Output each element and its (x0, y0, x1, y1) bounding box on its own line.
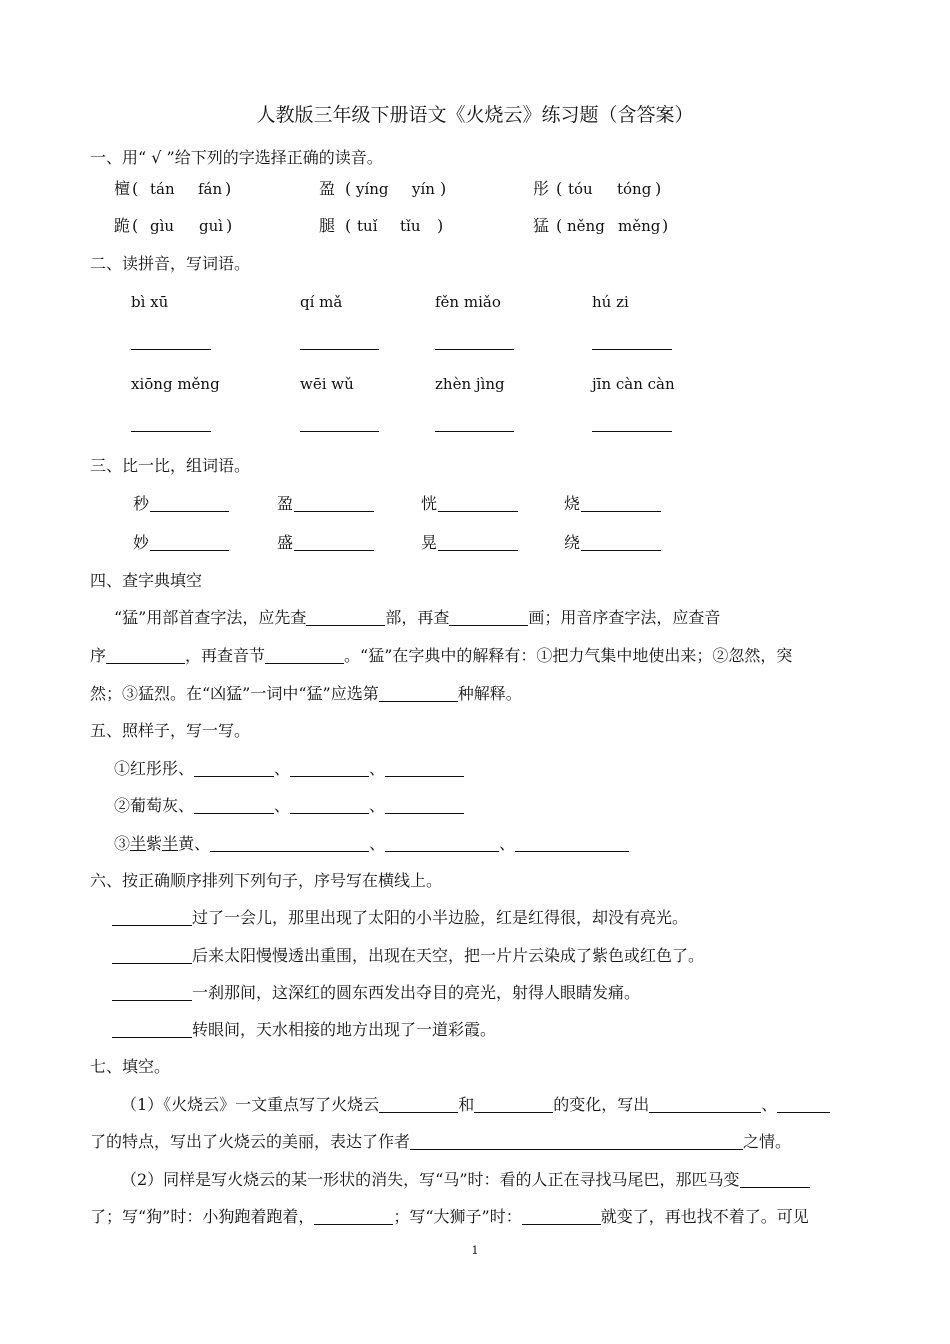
separator: 、 (274, 796, 291, 815)
text: （2）同样是写火烧云的某一形状的消失，写“马”时：看的人正在寻找马尾巴，那匹马变 (121, 1170, 740, 1189)
fill-q2-line-1 (121, 1170, 810, 1190)
answer-blank[interactable] (410, 1133, 743, 1150)
text: 了；写“狗”时：小狗跑着跑着， (90, 1207, 315, 1226)
paren-close: ) (655, 179, 662, 198)
sentence-text: 后来太阳慢慢透出重围，出现在天空，把一片片云染成了紫色或红色了。 (192, 946, 705, 965)
section-1-heading: 一、用“ √ ”给下列的字选择正确的读音。 (90, 148, 383, 167)
text: 部，再查 (385, 608, 450, 627)
example-underlined: 半 (162, 834, 179, 853)
separator: 、 (369, 759, 386, 778)
answer-blank[interactable] (306, 609, 385, 626)
order-sentence (112, 983, 640, 1003)
pattern-row-3 (114, 834, 629, 854)
text: 、 (761, 1095, 778, 1114)
pattern-row-2 (114, 796, 464, 816)
text: 了的特点，写出了火烧云的美丽，表达了作者 (90, 1132, 411, 1151)
s1-item-option-b[interactable]: tóng (617, 180, 652, 198)
s1-item-option-a[interactable]: tuǐ (357, 217, 378, 235)
section-6-heading: 六、按正确顺序排列下列句子，序号写在横线上。 (90, 871, 443, 890)
pinyin-prompt: xiōng měng (131, 375, 220, 393)
s1-item-option-b[interactable]: fán (198, 180, 223, 198)
paren-close: ) (662, 216, 669, 235)
pinyin-prompt: fěn miǎo (435, 293, 501, 311)
separator: 、 (369, 796, 386, 815)
s1-item-char: 彤 (533, 179, 550, 198)
answer-blank[interactable] (385, 835, 499, 852)
answer-blank[interactable] (581, 511, 661, 512)
answer-blank[interactable] (131, 349, 211, 350)
paren-open: ( (345, 216, 352, 235)
order-sentence (112, 908, 688, 928)
answer-blank[interactable] (194, 797, 274, 814)
text: ；写“大狮子”时： (393, 1207, 522, 1226)
text: 画；用音序查字法，应查音 (528, 608, 721, 627)
s1-item-char: 腿 (319, 216, 336, 235)
section-7-heading: 七、填空。 (90, 1057, 171, 1076)
paren-close: ) (225, 179, 232, 198)
sentence-text: 一刹那间，这深红的圆东西发出夺目的亮光，射得人眼睛发痛。 (192, 983, 641, 1002)
answer-blank[interactable] (438, 550, 518, 551)
s1-item-option-b[interactable]: tǐu (400, 217, 421, 235)
s1-item-option-b[interactable]: měng (618, 217, 661, 235)
paren-open: ( (132, 216, 139, 235)
fill-q1-line-2 (90, 1132, 791, 1152)
sentence-text: 过了一会儿，那里出现了太阳的小半边脸，红是红得很，却没有亮光。 (192, 908, 689, 927)
answer-blank[interactable] (265, 647, 344, 664)
s1-item-option-a[interactable]: gìu (150, 217, 175, 235)
paren-open: ( (132, 179, 139, 198)
section-3-heading: 三、比一比，组词语。 (90, 456, 251, 475)
answer-blank[interactable] (112, 1021, 192, 1038)
example-underlined: 半 (130, 834, 147, 853)
answer-blank[interactable] (194, 760, 274, 777)
paren-open: ( (345, 179, 352, 198)
s1-item-option-a[interactable]: tán (150, 180, 175, 198)
answer-blank[interactable] (131, 431, 211, 432)
example: 黄、 (178, 834, 211, 853)
answer-blank[interactable] (314, 1208, 393, 1225)
pinyin-prompt: jīn càn càn (592, 375, 675, 393)
answer-blank[interactable] (435, 431, 514, 432)
answer-blank[interactable] (112, 909, 192, 926)
compare-char: 盛 (277, 533, 294, 552)
section-2-heading: 二、读拼音，写词语。 (90, 254, 251, 273)
compare-char: 妙 (133, 533, 150, 552)
text: 和 (458, 1095, 475, 1114)
s1-item-option-b[interactable]: yín (412, 180, 435, 198)
pinyin-prompt: qí mǎ (300, 293, 343, 311)
fill-q1-line-1 (121, 1095, 830, 1115)
text: 种解释。 (457, 684, 522, 703)
paren-close: ) (440, 179, 447, 198)
compare-char: 恍 (421, 494, 438, 513)
answer-blank[interactable] (581, 550, 661, 551)
compare-char: 晃 (421, 533, 438, 552)
text: 。“猛”在字典中的解释有：①把力气集中地使出来；②忽然，突 (344, 646, 793, 665)
pinyin-prompt: bì xū (131, 293, 169, 311)
paren-close: ) (437, 216, 444, 235)
pinyin-prompt: zhèn jìng (435, 375, 505, 393)
separator: 、 (274, 759, 291, 778)
answer-blank[interactable] (112, 984, 192, 1001)
pinyin-prompt: wēi wǔ (300, 375, 354, 393)
sentence-text: 转眼间，天水相接的地方出现了一道彩霞。 (192, 1020, 497, 1039)
dictionary-line-1 (114, 608, 720, 628)
answer-blank[interactable] (515, 835, 629, 852)
text: （1）《火烧云》一文重点写了火烧云 (121, 1095, 380, 1114)
s1-item-char: 盈 (319, 179, 336, 198)
answer-blank[interactable] (385, 797, 464, 814)
s1-item-char: 檀 (114, 179, 131, 198)
answer-blank[interactable] (592, 431, 672, 432)
section-5-heading: 五、照样子，写一写。 (90, 721, 251, 740)
answer-blank[interactable] (379, 1096, 458, 1113)
s1-item-option-b[interactable]: guì (199, 217, 224, 235)
answer-blank[interactable] (290, 760, 369, 777)
answer-blank[interactable] (106, 647, 185, 664)
s1-item-char: 猛 (533, 216, 550, 235)
example: 紫 (146, 834, 163, 853)
example: ①红彤彤、 (114, 759, 195, 778)
pinyin-prompt: hú zi (592, 293, 629, 311)
answer-blank[interactable] (777, 1096, 830, 1113)
answer-blank[interactable] (294, 550, 374, 551)
example: ②葡萄灰、 (114, 796, 195, 815)
text: 然；③猛烈。在“凶猛”一词中“猛”应选第 (90, 684, 379, 703)
pattern-row-1 (114, 759, 464, 779)
answer-blank[interactable] (300, 431, 379, 432)
compare-char: 烧 (564, 494, 581, 513)
dictionary-line-3 (90, 684, 522, 704)
text: 之情。 (743, 1132, 792, 1151)
text: 序 (90, 646, 107, 665)
text: “猛”用部首查字法，应先查 (114, 608, 307, 627)
separator: 、 (499, 834, 516, 853)
text: ，再查音节 (185, 646, 266, 665)
answer-blank[interactable] (385, 760, 464, 777)
answer-blank[interactable] (740, 1171, 810, 1188)
answer-blank[interactable] (474, 1096, 553, 1113)
answer-blank[interactable] (449, 609, 528, 626)
answer-blank[interactable] (300, 349, 379, 350)
s1-item-option-a[interactable]: yíng (356, 180, 389, 198)
answer-blank[interactable] (438, 511, 518, 512)
section-4-heading: 四、查字典填空 (90, 571, 203, 590)
answer-blank[interactable] (435, 349, 514, 350)
text: 就变了，再也找不着了。可见 (600, 1207, 809, 1226)
fill-q2-line-2 (90, 1207, 809, 1227)
answer-blank[interactable] (150, 550, 229, 551)
page-title: 人教版三年级下册语文《火烧云》练习题（含答案） (256, 104, 694, 126)
compare-char: 秒 (133, 494, 150, 513)
answer-blank[interactable] (592, 349, 672, 350)
answer-blank[interactable] (649, 1096, 761, 1113)
answer-blank[interactable] (112, 947, 192, 964)
answer-blank[interactable] (290, 797, 369, 814)
separator: 、 (369, 834, 386, 853)
answer-blank[interactable] (150, 511, 229, 512)
paren-open: ( (556, 216, 563, 235)
page-number: 1 (471, 1244, 479, 1257)
text: 的变化，写出 (553, 1095, 650, 1114)
paren-open: ( (556, 179, 563, 198)
answer-blank[interactable] (294, 511, 374, 512)
order-sentence (112, 946, 704, 966)
compare-char: 盈 (277, 494, 294, 513)
answer-blank[interactable] (522, 1208, 601, 1225)
paren-close: ) (226, 216, 233, 235)
answer-blank[interactable] (379, 685, 458, 702)
answer-blank[interactable] (210, 835, 369, 852)
order-sentence (112, 1020, 496, 1040)
dictionary-line-2 (90, 646, 792, 666)
s1-item-char: 跪 (114, 216, 131, 235)
s1-item-option-a[interactable]: něng (567, 217, 605, 235)
compare-char: 绕 (564, 533, 581, 552)
s1-item-option-a[interactable]: tóu (568, 180, 593, 198)
example-number: ③ (114, 834, 131, 853)
